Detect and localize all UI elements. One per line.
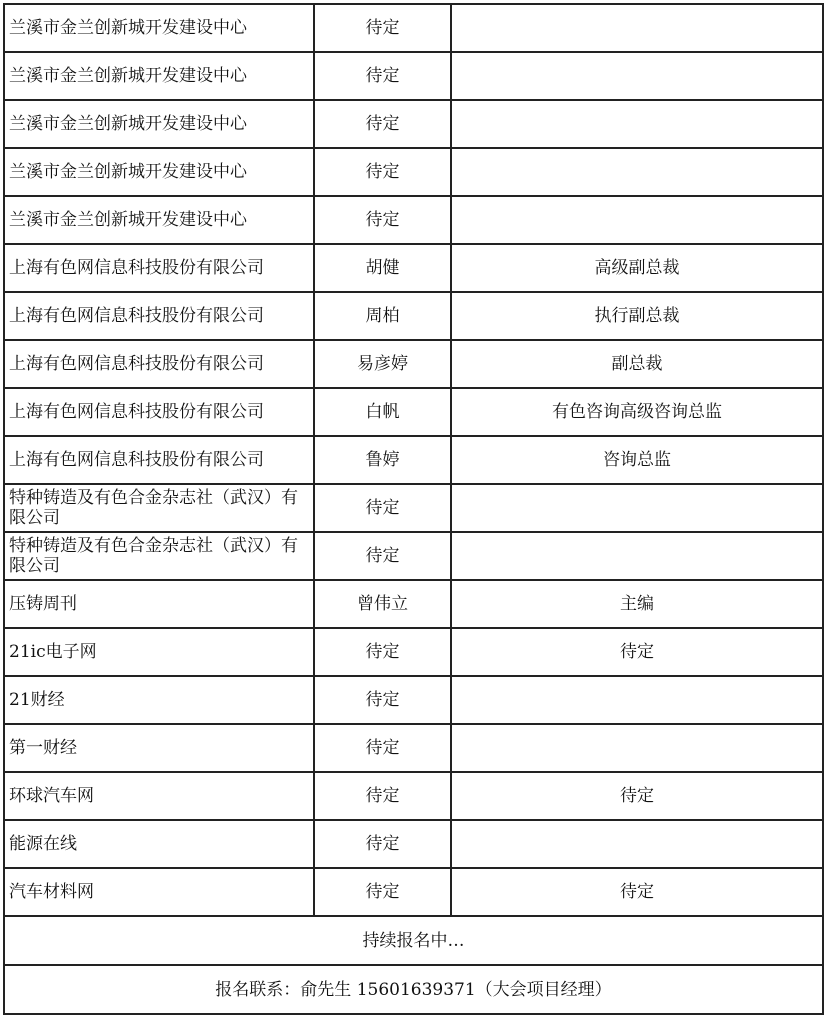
org-cell: 压铸周刊 xyxy=(4,580,314,628)
title-cell xyxy=(451,724,823,772)
title-cell xyxy=(451,532,823,580)
title-cell: 咨询总监 xyxy=(451,436,823,484)
table-row xyxy=(4,340,823,388)
name-cell: 待定 xyxy=(314,100,451,148)
table-row xyxy=(4,484,823,532)
name-cell: 周柏 xyxy=(314,292,451,340)
org-cell: 兰溪市金兰创新城开发建设中心 xyxy=(4,52,314,100)
table-row xyxy=(4,628,823,676)
name-cell: 胡健 xyxy=(314,244,451,292)
registration-contact: 报名联系：俞先生 15601639371（大会项目经理） xyxy=(4,965,823,1014)
org-cell: 上海有色网信息科技股份有限公司 xyxy=(4,292,314,340)
org-cell: 兰溪市金兰创新城开发建设中心 xyxy=(4,4,314,52)
table-row xyxy=(4,100,823,148)
org-cell: 兰溪市金兰创新城开发建设中心 xyxy=(4,100,314,148)
title-cell xyxy=(451,52,823,100)
title-cell xyxy=(451,676,823,724)
attendee-table xyxy=(3,3,824,1015)
attendee-sheet xyxy=(3,3,822,1015)
title-cell xyxy=(451,820,823,868)
org-cell: 上海有色网信息科技股份有限公司 xyxy=(4,340,314,388)
table-row xyxy=(4,4,823,52)
table-row xyxy=(4,196,823,244)
table-row xyxy=(4,868,823,916)
title-cell: 高级副总裁 xyxy=(451,244,823,292)
title-cell: 待定 xyxy=(451,628,823,676)
org-cell: 上海有色网信息科技股份有限公司 xyxy=(4,388,314,436)
org-cell: 特种铸造及有色合金杂志社（武汉）有限公司 xyxy=(4,484,314,532)
title-cell: 副总裁 xyxy=(451,340,823,388)
table-row xyxy=(4,676,823,724)
org-cell: 能源在线 xyxy=(4,820,314,868)
table-row xyxy=(4,292,823,340)
name-cell: 待定 xyxy=(314,820,451,868)
name-cell: 鲁婷 xyxy=(314,436,451,484)
table-row xyxy=(4,148,823,196)
title-cell xyxy=(451,148,823,196)
table-row xyxy=(4,772,823,820)
org-cell: 第一财经 xyxy=(4,724,314,772)
table-row xyxy=(4,52,823,100)
name-cell: 待定 xyxy=(314,4,451,52)
org-cell: 特种铸造及有色合金杂志社（武汉）有限公司 xyxy=(4,532,314,580)
name-cell: 曾伟立 xyxy=(314,580,451,628)
org-cell: 兰溪市金兰创新城开发建设中心 xyxy=(4,148,314,196)
name-cell: 待定 xyxy=(314,676,451,724)
table-row xyxy=(4,532,823,580)
org-cell: 汽车材料网 xyxy=(4,868,314,916)
title-cell: 待定 xyxy=(451,868,823,916)
title-cell xyxy=(451,484,823,532)
name-cell: 易彦婷 xyxy=(314,340,451,388)
name-cell: 待定 xyxy=(314,868,451,916)
org-cell: 环球汽车网 xyxy=(4,772,314,820)
table-row xyxy=(4,820,823,868)
table-row xyxy=(4,244,823,292)
table-row xyxy=(4,436,823,484)
title-cell: 待定 xyxy=(451,772,823,820)
footer-status-row xyxy=(4,916,823,965)
title-cell: 执行副总裁 xyxy=(451,292,823,340)
footer-contact-row xyxy=(4,965,823,1014)
title-cell: 主编 xyxy=(451,580,823,628)
name-cell: 待定 xyxy=(314,52,451,100)
title-cell: 有色咨询高级咨询总监 xyxy=(451,388,823,436)
name-cell: 待定 xyxy=(314,724,451,772)
title-cell xyxy=(451,196,823,244)
title-cell xyxy=(451,4,823,52)
attendee-table-body xyxy=(4,4,823,1014)
table-row xyxy=(4,580,823,628)
registration-status: 持续报名中… xyxy=(4,916,823,965)
name-cell: 待定 xyxy=(314,772,451,820)
name-cell: 待定 xyxy=(314,196,451,244)
table-row xyxy=(4,724,823,772)
org-cell: 21ic电子网 xyxy=(4,628,314,676)
name-cell: 待定 xyxy=(314,148,451,196)
org-cell: 上海有色网信息科技股份有限公司 xyxy=(4,244,314,292)
table-row xyxy=(4,388,823,436)
org-cell: 上海有色网信息科技股份有限公司 xyxy=(4,436,314,484)
title-cell xyxy=(451,100,823,148)
org-cell: 兰溪市金兰创新城开发建设中心 xyxy=(4,196,314,244)
org-cell: 21财经 xyxy=(4,676,314,724)
name-cell: 白帆 xyxy=(314,388,451,436)
name-cell: 待定 xyxy=(314,628,451,676)
name-cell: 待定 xyxy=(314,484,451,532)
name-cell: 待定 xyxy=(314,532,451,580)
